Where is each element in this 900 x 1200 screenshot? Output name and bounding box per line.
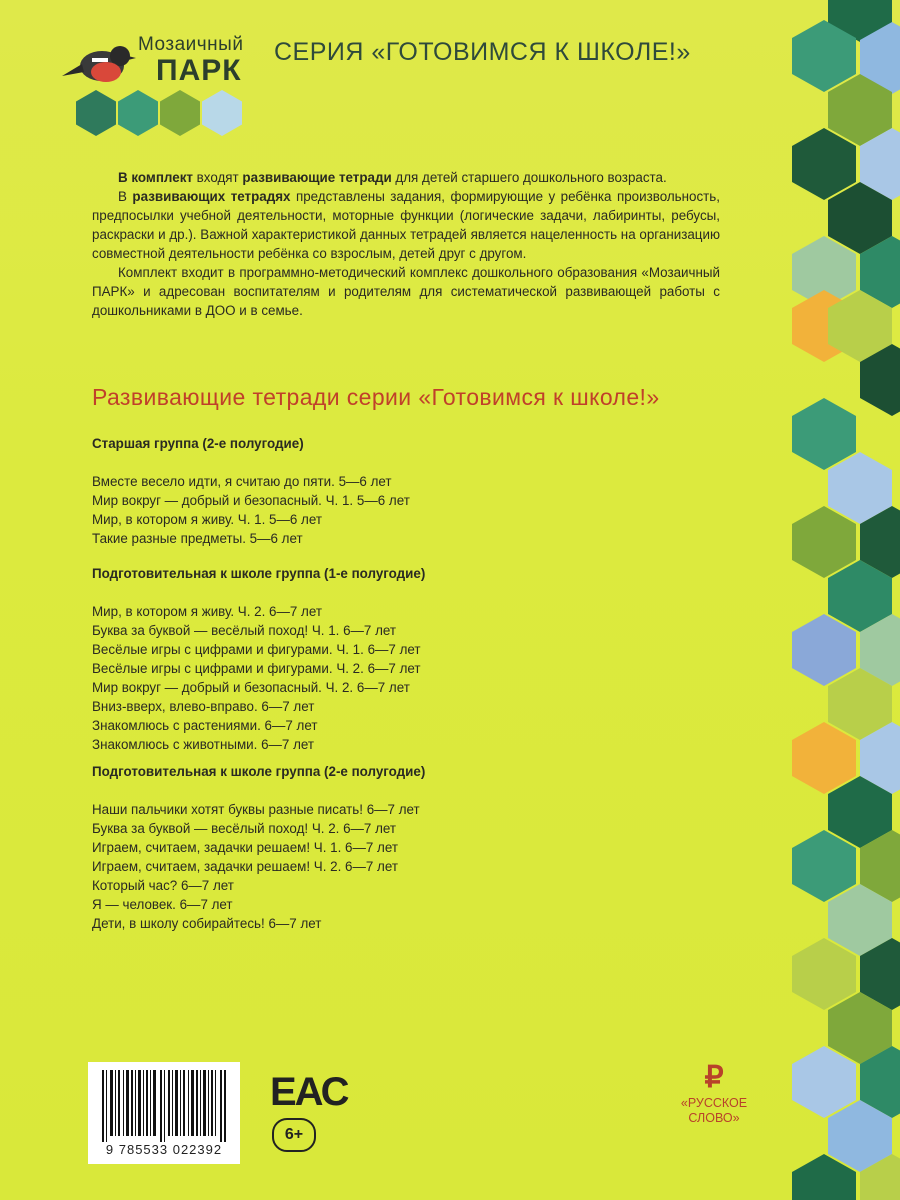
list-item: Такие разные предметы. 5—6 лет <box>92 531 303 546</box>
group-title: Старшая группа (2-е полугодие) <box>92 436 304 451</box>
list-item: Знакомлюсь с растениями. 6—7 лет <box>92 718 318 733</box>
group-preparatory-1 <box>92 566 712 754</box>
logo-brand-line1: Мозаичный <box>138 34 244 55</box>
publisher-emblem-icon: ₽ <box>704 1061 724 1094</box>
list-item: Играем, считаем, задачки решаем! Ч. 2. 6—7 лет <box>92 859 398 874</box>
list-item: Мир, в котором я живу. Ч. 2. 6—7 лет <box>92 604 322 619</box>
eac-certification-mark: ЕАС <box>270 1070 348 1114</box>
intro-paragraph-1: В комплект входят развивающие тетради для детей старшего дошкольного возраста. <box>118 170 667 185</box>
logo-brand-line2: ПАРК <box>156 54 242 87</box>
list-item: Вместе весело идти, я считаю до пяти. 5—6 лет <box>92 474 392 489</box>
list-heading: Развивающие тетради серии «Готовимся к школе!» <box>92 384 660 410</box>
list-item: Мир вокруг — добрый и безопасный. Ч. 1. 5—6 лет <box>92 493 410 508</box>
list-item: Мир, в котором я живу. Ч. 1. 5—6 лет <box>92 512 322 527</box>
bullfinch-bird-icon <box>62 36 142 96</box>
mozaichny-park-logo <box>62 28 262 138</box>
list-item: Который час? 6—7 лет <box>92 878 234 893</box>
list-item: Играем, считаем, задачки решаем! Ч. 1. 6—7 лет <box>92 840 398 855</box>
hexagon-decoration-column <box>770 0 900 1200</box>
publisher-logo <box>664 1060 764 1126</box>
group-title: Подготовительная к школе группа (2-е полугодие) <box>92 764 426 779</box>
list-item: Весёлые игры с цифрами и фигурами. Ч. 1. 6—7 лет <box>92 642 421 657</box>
list-item: Дети, в школу собирайтесь! 6—7 лет <box>92 916 322 931</box>
intro-paragraph-2: В развивающих тетрадях представлены задания, формирующие у ребёнка произвольность, предпосылки учебной деятельности, моторные функции (логические задачи, лабиринты, ребусы, раскраски и др.). Важной характеристикой данных тетрадей является нацеленность на организацию совместной деятельности ребёнка со взрослым, детей друг с другом. <box>92 189 721 261</box>
list-item: Наши пальчики хотят буквы разные писать! 6—7 лет <box>92 802 420 817</box>
isbn-barcode <box>88 1062 240 1164</box>
series-title: СЕРИЯ «ГОТОВИМСЯ К ШКОЛЕ!» <box>274 38 691 66</box>
list-item: Я — человек. 6—7 лет <box>92 897 233 912</box>
intro-text <box>92 168 720 320</box>
age-rating-badge: 6+ <box>272 1118 316 1152</box>
list-item: Вниз-вверх, влево-вправо. 6—7 лет <box>92 699 315 714</box>
list-item: Буква за буквой — весёлый поход! Ч. 2. 6—7 лет <box>92 821 397 836</box>
barcode-number: 9 785533 022392 <box>105 1142 223 1157</box>
list-item: Мир вокруг — добрый и безопасный. Ч. 2. 6—7 лет <box>92 680 410 695</box>
list-item: Знакомлюсь с животными. 6—7 лет <box>92 737 315 752</box>
list-item: Буква за буквой — весёлый поход! Ч. 1. 6—7 лет <box>92 623 397 638</box>
group-senior <box>92 436 712 548</box>
barcode-bars <box>102 1070 226 1142</box>
publisher-name-line2: СЛОВО» <box>688 1111 740 1125</box>
publisher-name-line1: «РУССКОЕ <box>680 1096 748 1110</box>
group-preparatory-2 <box>92 764 712 933</box>
group-title: Подготовительная к школе группа (1-е полугодие) <box>92 566 426 581</box>
intro-paragraph-3: Комплект входит в программно-методический комплекс дошкольного образования «Мозаичный ПАРК» и адресован воспитателям и родителям для систематической развивающей работы с дошкольниками в ДОО и в семье. <box>92 265 720 318</box>
list-item: Весёлые игры с цифрами и фигурами. Ч. 2. 6—7 лет <box>92 661 421 676</box>
